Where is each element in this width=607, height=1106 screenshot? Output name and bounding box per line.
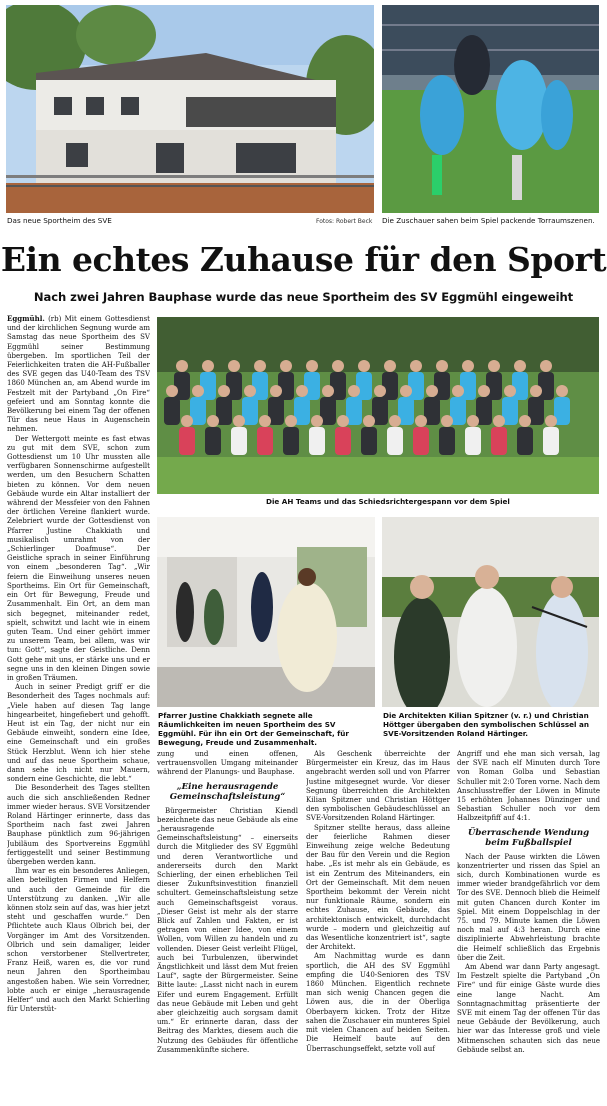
subheadline: Nach zwei Jahren Bauphase wurde das neue Sportheim des SV Eggmühl eingeweiht <box>33 290 574 304</box>
article-paragraph: Die Besonderheit des Tages stellten auch die sich anschließenden Redner immer wieder heraus. SVE Vorsitzender Roland Härtinger erinnerte, dass das Sportheim nach fast zwei Jahren Bauphase pünktlich zum 96-jährigen Jubiläum des Sportvereins Eggmühl fertiggestellt und seiner Bestimmung übergeben werden kann. <box>7 784 150 866</box>
article-paragraph: Angriff und ehe man sich versah, lag der SVE nach elf Minuten durch Tore von Roman Golba und Sebastian Schuller mit 2:0 Toren vorne. Nach dem Anschlusstreffer der Löwen in Minute 15 erhöhten Johannes Dünzinger und Sebastian Schuller noch vor dem Halbzeitpfiff auf 4:1. <box>457 750 600 823</box>
article-paragraph: Am Nachmittag wurde es dann sportlich, die AH des SV Eggmühl empfing die U40-Senioren des TSV 1860 München. Eigentlich rechnete man sich wenig Chancen gegen die Löwen aus, die in der Oberliga Oberbayern kicken. Trotz der Hitze sahen die Zuschauer ein munteres Spiel mit vielen Chancen auf beiden Seiten. Die Heimelf baute auf den Überraschungseffekt, setzte voll auf <box>306 952 450 1053</box>
photo-game-scene <box>382 5 599 213</box>
photo-sportheim-building <box>6 5 374 213</box>
section-subheading: Überraschende Wendung beim Fußballspiel <box>467 827 590 849</box>
article-paragraph: Auch in seiner Predigt griff er die Besonderheit des Tages nochmals auf: „Viele haben auf diesen Tag lange hingearbeitet, hingefiebert und gehofft. Heut ist ein Tag, der nicht nur ein Gebäude einweiht, sondern eine Idee, eine Gemeinschaft und ein großes Stück Herzblut. Wenn ich hier stehe und auf das neue Sportheim schaue, dann sehe ich nicht nur Mauern, sondern eine Geschichte, die lebt.“ <box>7 683 150 784</box>
headline: Ein echtes Zuhause für den Sport <box>0 240 607 279</box>
article-paragraph: Bürgermeister Christian Kiendl bezeichnete das neue Gebäude als eine „herausragende Gemeinschaftsleistung“ – einerseits durch die Mitglieder des SV Eggmühl und deren Verantwortliche und andererseits durch den Markt Schierling, der einen erheblichen Teil dieser Zukunftsinvestition finanziell schultert. Gemeinschaftsleistung setze auch Gemeinschaftsgeist voraus. „Dieser Geist ist mehr als der starre Blick auf Zahlen und Fakten, er ist getragen von einer Idee, von einem Wollen, vom Willen zu handeln und zu vollenden. Dieser Geist verleiht Flügel, auch bei Turbulenzen, überwindet Ängstlichkeit und lässt dem Mut freien Lauf“, sagte der Bürgermeister. Seine Bitte laute: „Lasst nicht nach in eurem Eifer und eurem Engagement. Erfüllt das neue Gebäude mit Leben und geht aber gleichzeitig auch sorgsam damit um.“ Er erinnerte daran, dass der Beitrag des Marktes, diesem auch die Nutzung des Gebäudes für öffentliche Zusammenkünfte sichere. <box>157 806 298 1054</box>
article-column-2 <box>157 750 298 1104</box>
caption-teams: Die AH Teams und das Schiedsrichtergespann vor dem Spiel <box>266 497 510 506</box>
dateline: Eggmühl. <box>7 314 45 323</box>
article-paragraph: Nach der Pause wirkten die Löwen konzentrierter und rissen das Spiel an sich, durch Kombinationen wurde es immer wieder brandgefährlich vor dem Tor des SVE. Dennoch blieb die Heimelf mit guten Chancen durch Konter im Spiel. Mit einem Doppelschlag in der 75. und 79. Minute kamen die Löwen noch mal auf 4:3 heran. Durch eine disziplinierte Abwehrleistung brachte die Heimelf schließlich das Ergebnis über die Zeit. <box>457 852 600 962</box>
caption-building: Das neue Sportheim des SVE <box>7 216 112 225</box>
article-paragraph: Ihm war es ein besonderes Anliegen, allen beteiligten Firmen und Helfern und auch der Gemeinde für die Unterstützung zu danken. „Wir alle können stolz sein auf das, was hier jetzt steht und geschaffen wurde.“ Den Pflichtete auch Klaus Olbrich bei, der Vorgänger im Amt des Vorsitzenden. Olbrich und sein damaliger, leider schon verstorbener Stellvertreter, Franz Heiß, waren es, die vor rund neun Jahren den Sportheimbau angestoßen haben. Wie sein Vorredner, lobte auch er einige „herausragende Helfer“ und auch den Markt Schierling für Unterstüt- <box>7 867 150 1014</box>
article-paragraph: Spitzner stellte heraus, dass alleine der feierliche Rahmen dieser Einweihung zeige welche Bedeutung der Bau für den Verein und die Region habe. „Es ist mehr als ein Gebäude, es ist ein Zentrum des Miteinanders, ein Ort der Gemeinschaft. Mit dem neuen Sportheim bekommt der Verein nicht nur funktionale Räume, sondern ein echtes Zuhause, ein Gebäude, das architektonisch entwickelt, durchdacht wurde – modern und gleichzeitig auf das Wesentliche konzentriert ist“, sagte der Architekt. <box>306 823 450 952</box>
caption-game: Die Zuschauer sahen beim Spiel packende Torraumszenen. <box>382 216 595 225</box>
article-paragraph: Der Wettergott meinte es fast etwas zu gut mit dem SVE, schon zum Gottesdienst um 10 Uhr mussten alle verfügbaren Sonnenschirme aufgestellt werden, um den Besuchern Schatten bieten zu können. Vor dem neuen Gebäude wurde ein Altar installiert der während der Messfeier von den Fahnen der örtlichen Vereine flankiert wurde. Zelebriert wurde der Gottesdienst von Pfarrer Justine Chakkiath und musikalisch umrahmt von der „Schierlinger Doafmuse“. Der Geistliche sprach in seiner Einführung von einem „besonderen Tag“. „Wir feiern die Einweihung unseres neuen Sportheims. Ein Ort für Gemeinschaft, ein Ort für Bewegung, Freude und Zusammenhalt. Ein Ort, an dem man sich begegnet, miteinander redet, spielt, schwitzt und lacht wie in einem guten Team. Und einer gehört immer zu unserem Team, bei allem, was wir tun: Gott“, sagte der Geistliche. Denn Gott gehe mit uns, er stärke uns und er segne uns in den kleinen Dingen sowie in großen Träumen. <box>7 434 150 682</box>
article-paragraph: zung und einen offenen, vertrauensvollen Umgang miteinander während der Planungs- und Bauphase. <box>157 750 298 777</box>
photo-key-handover <box>382 517 599 707</box>
caption-blessing: Pfarrer Justine Chakkiath segnete alle Räumlichkeiten im neuen Sportheim des SV Eggmühl. Für ihn ein Ort der Gemeinschaft, für Bewegung, Freude und Zusammenhalt. <box>158 711 349 747</box>
article-paragraph: Als Geschenk überreichte der Bürgermeister ein Kreuz, das im Haus angebracht werden soll und von Pfarrer Justine mitgesegnet wurde. Vor dieser Segnung überreichten die Architekten Kilian Spitzner und Christian Höttger den symbolischen Gebäudeschlüssel an SVE-Vorsitzenden Roland Härtinger. <box>306 750 450 823</box>
article-paragraph: Am Abend war dann Party angesagt. Im Festzelt spielte die Partyband „On Fire“ und für einige Gäste wurde dies eine lange Nacht. Am Sonntagnachmittag präsentierte der SVE mit einem Tag der offenen Tür das neue Gebäude der Bevölkerung, auch hier war das Interesse groß und viele Mitmenschen schauten sich das neue Gebäude selbst an. <box>457 963 600 1054</box>
caption-key-handover: Die Architekten Kilian Spitzner (v. r.) und Christian Höttger übergaben den symbolischen Schlüssel an SVE-Vorsitzenden Roland Härtinger. <box>383 711 589 738</box>
article-column-1 <box>7 314 150 1104</box>
article-column-3 <box>306 750 450 1104</box>
article-paragraph: Eggmühl. (rb) Mit einem Gottesdienst und der kirchlichen Segnung wurde am Samstag das neue Sportheim des SV Eggmühl seiner Bestimmung übergeben. Im sportlichen Teil der Feierlichkeiten traten die AH-Fußballer des SVE gegen das U40-Team des TSV 1860 München an, am Abend wurde im Festzelt mit der Partyband „On Fire“ gefeiert und am Sonntag konnte die Bevölkerung bei einem Tag der offenen Tür das neue Haus in Augenschein nehmen. <box>7 314 150 434</box>
photo-blessing <box>157 517 375 707</box>
photo-teams <box>157 317 599 494</box>
photo-credit: Fotos: Robert Beck <box>316 218 373 225</box>
section-subheading: „Eine herausragende Gemeinschaftsleistung“ <box>169 781 286 803</box>
article-column-4 <box>457 750 600 1104</box>
